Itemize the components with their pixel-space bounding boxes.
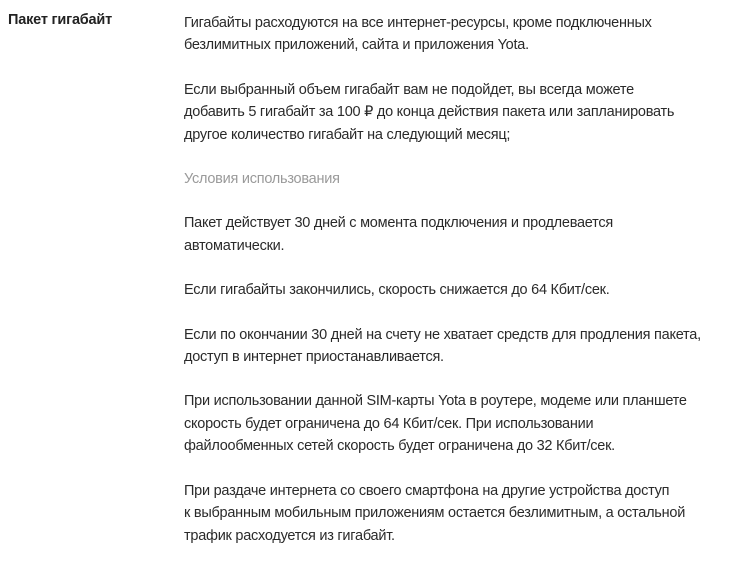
paragraph [184,212,734,257]
text-line: При раздаче интернета со своего смартфона на другие устройства доступ [184,482,670,499]
section-content [184,12,734,569]
text-line: трафик расходуется из гигабайт. [184,527,395,544]
conditions-heading [184,168,734,190]
text-line: Условия использования [184,171,340,188]
text-line: добавить 5 гигабайт за 100 ₽ до конца действия пакета или запланировать [184,104,675,121]
text-line: Пакет действует 30 дней с момента подключения и продлевается [184,215,613,232]
text-line: Если гигабайты закончились, скорость снижается до 64 Кбит/сек. [184,282,610,299]
paragraph [184,390,734,457]
text-line: другое количество гигабайт на следующий месяц; [184,126,511,143]
text-line: Гигабайты расходуются на все интернет-ресурсы, кроме подключенных [184,15,652,31]
text-line: Если выбранный объем гигабайт вам не подойдет, вы всегда можете [184,81,634,98]
text-line: безлимитных приложений, сайта и приложения Yota. [184,37,529,54]
text-line: скорость будет ограничена до 64 Кбит/сек. При использовании [184,415,594,432]
paragraph [184,79,734,146]
text-line: файлообменных сетей скорость будет ограничена до 32 Кбит/сек. [184,438,615,455]
paragraph [184,480,734,547]
paragraph [184,324,734,369]
section-label: Пакет гигабайт [8,12,113,28]
paragraph [184,12,734,57]
text-line: к выбранным мобильным приложениям остается безлимитным, а остальной [184,505,686,522]
text-line: При использовании данной SIM-карты Yota в роутере, модеме или планшете [184,393,687,410]
text-line: автоматически. [184,237,285,254]
text-line: доступ в интернет приостанавливается. [184,349,444,366]
paragraph [184,279,734,301]
text-line: Если по окончании 30 дней на счету не хватает средств для продления пакета, [184,326,701,343]
